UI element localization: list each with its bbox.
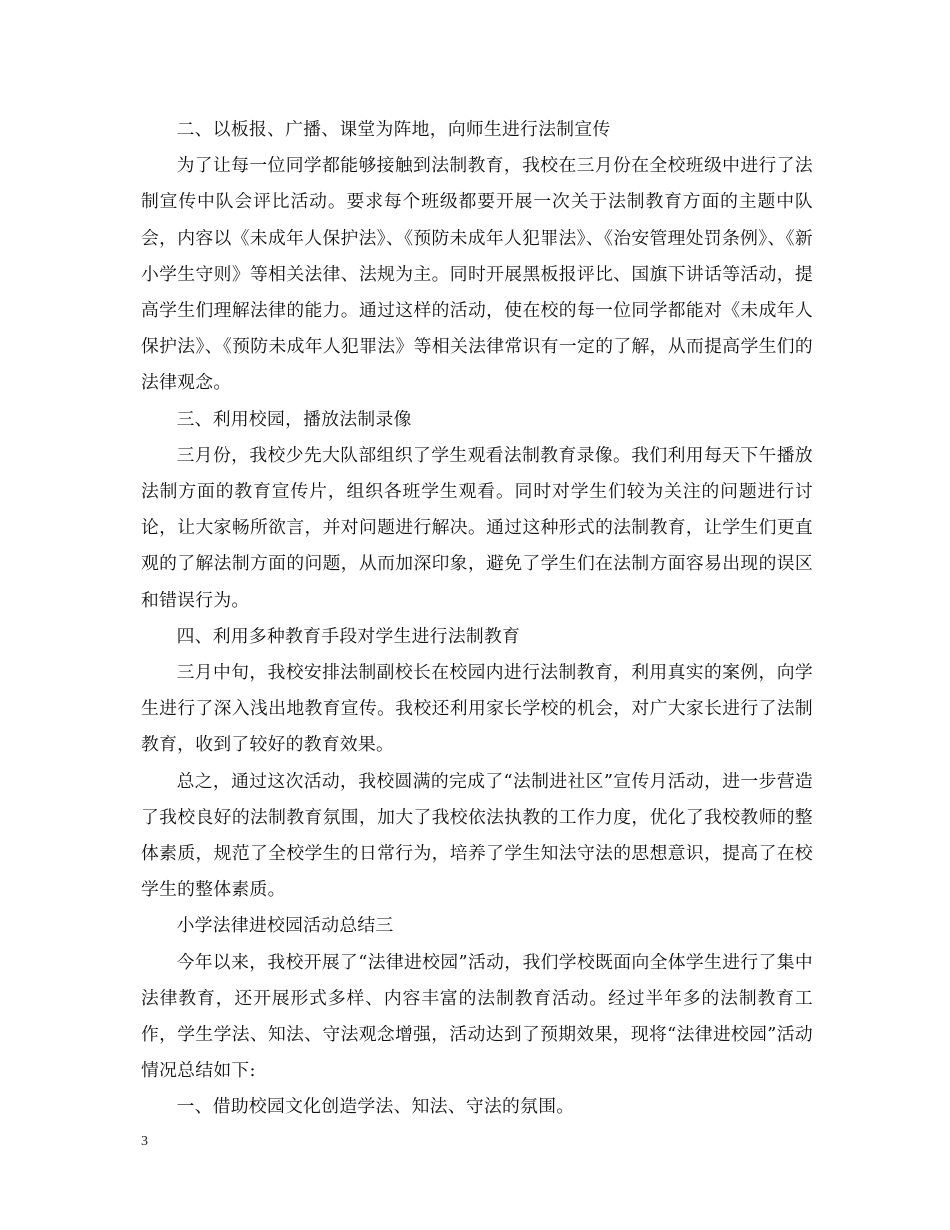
body-paragraph: 今年以来，我校开展了“法律进校园”活动，我们学校既面向全体学生进行了集中法律教育，还开展形式多样、内容丰富的法制教育活动。经过半年多的法制教育工作，学生学法、知法、守法观念增强，活动达到了预期效果，现将“法律进校园”活动情况总结如下:: [141, 951, 813, 1082]
conclusion-paragraph: 总之，通过这次活动，我校圆满的完成了“法制进社区”宣传月活动，进一步营造了我校良好的法制教育氛围，加大了我校依法执教的工作力度，优化了我校教师的整体素质，规范了全校学生的日常行为，培养了学生知法守法的思想意识，提高了在校学生的整体素质。: [141, 770, 813, 901]
section-heading-1: 一、借助校园文化创造学法、知法、守法的氛围。: [176, 1096, 575, 1118]
document-subtitle: 小学法律进校园活动总结三: [176, 915, 394, 937]
section-heading-2: 二、以板报、广播、课堂为阵地，向师生进行法制宣传: [176, 119, 611, 140]
document-body: [141, 112, 813, 1126]
section-heading-3: 三、利用校园，播放法制录像: [176, 408, 412, 430]
section-heading-4: 四、利用多种教育手段对学生进行法制教育: [176, 625, 521, 647]
body-paragraph: 三月份，我校少先大队部组织了学生观看法制教育录像。我们利用每天下午播放法制方面的教育宣传片，组织各班学生观看。同时对学生们较为关注的问题进行讨论，让大家畅所欲言，并对问题进行解决。通过这种形式的法制教育，让学生们更直观的了解法制方面的问题，从而加深印象，避免了学生们在法制方面容易出现的误区和错误行为。: [141, 444, 813, 611]
body-paragraph: 为了让每一位同学都能够接触到法制教育，我校在三月份在全校班级中进行了法制宣传中队会评比活动。要求每个班级都要开展一次关于法制教育方面的主题中队会，内容以《未成年人保护法》、《预防未成年人犯罪法》、《治安管理处罚条例》、《新小学生守则》等相关法律、法规为主。同时开展黑板报评比、国旗下讲话等活动，提高学生们理解法律的能力。通过这样的活动，使在校的每一位同学都能对《未成年人保护法》、《预防未成年人犯罪法》等相关法律常识有一定的了解，从而提高学生们的法律观念。: [141, 155, 813, 394]
body-paragraph: 三月中旬，我校安排法制副校长在校园内进行法制教育，利用真实的案例，向学生进行了深入浅出地教育宣传。我校还利用家长学校的机会，对广大家长进行了法制教育，收到了较好的教育效果。: [141, 662, 813, 756]
page-number: 3: [141, 1134, 148, 1149]
